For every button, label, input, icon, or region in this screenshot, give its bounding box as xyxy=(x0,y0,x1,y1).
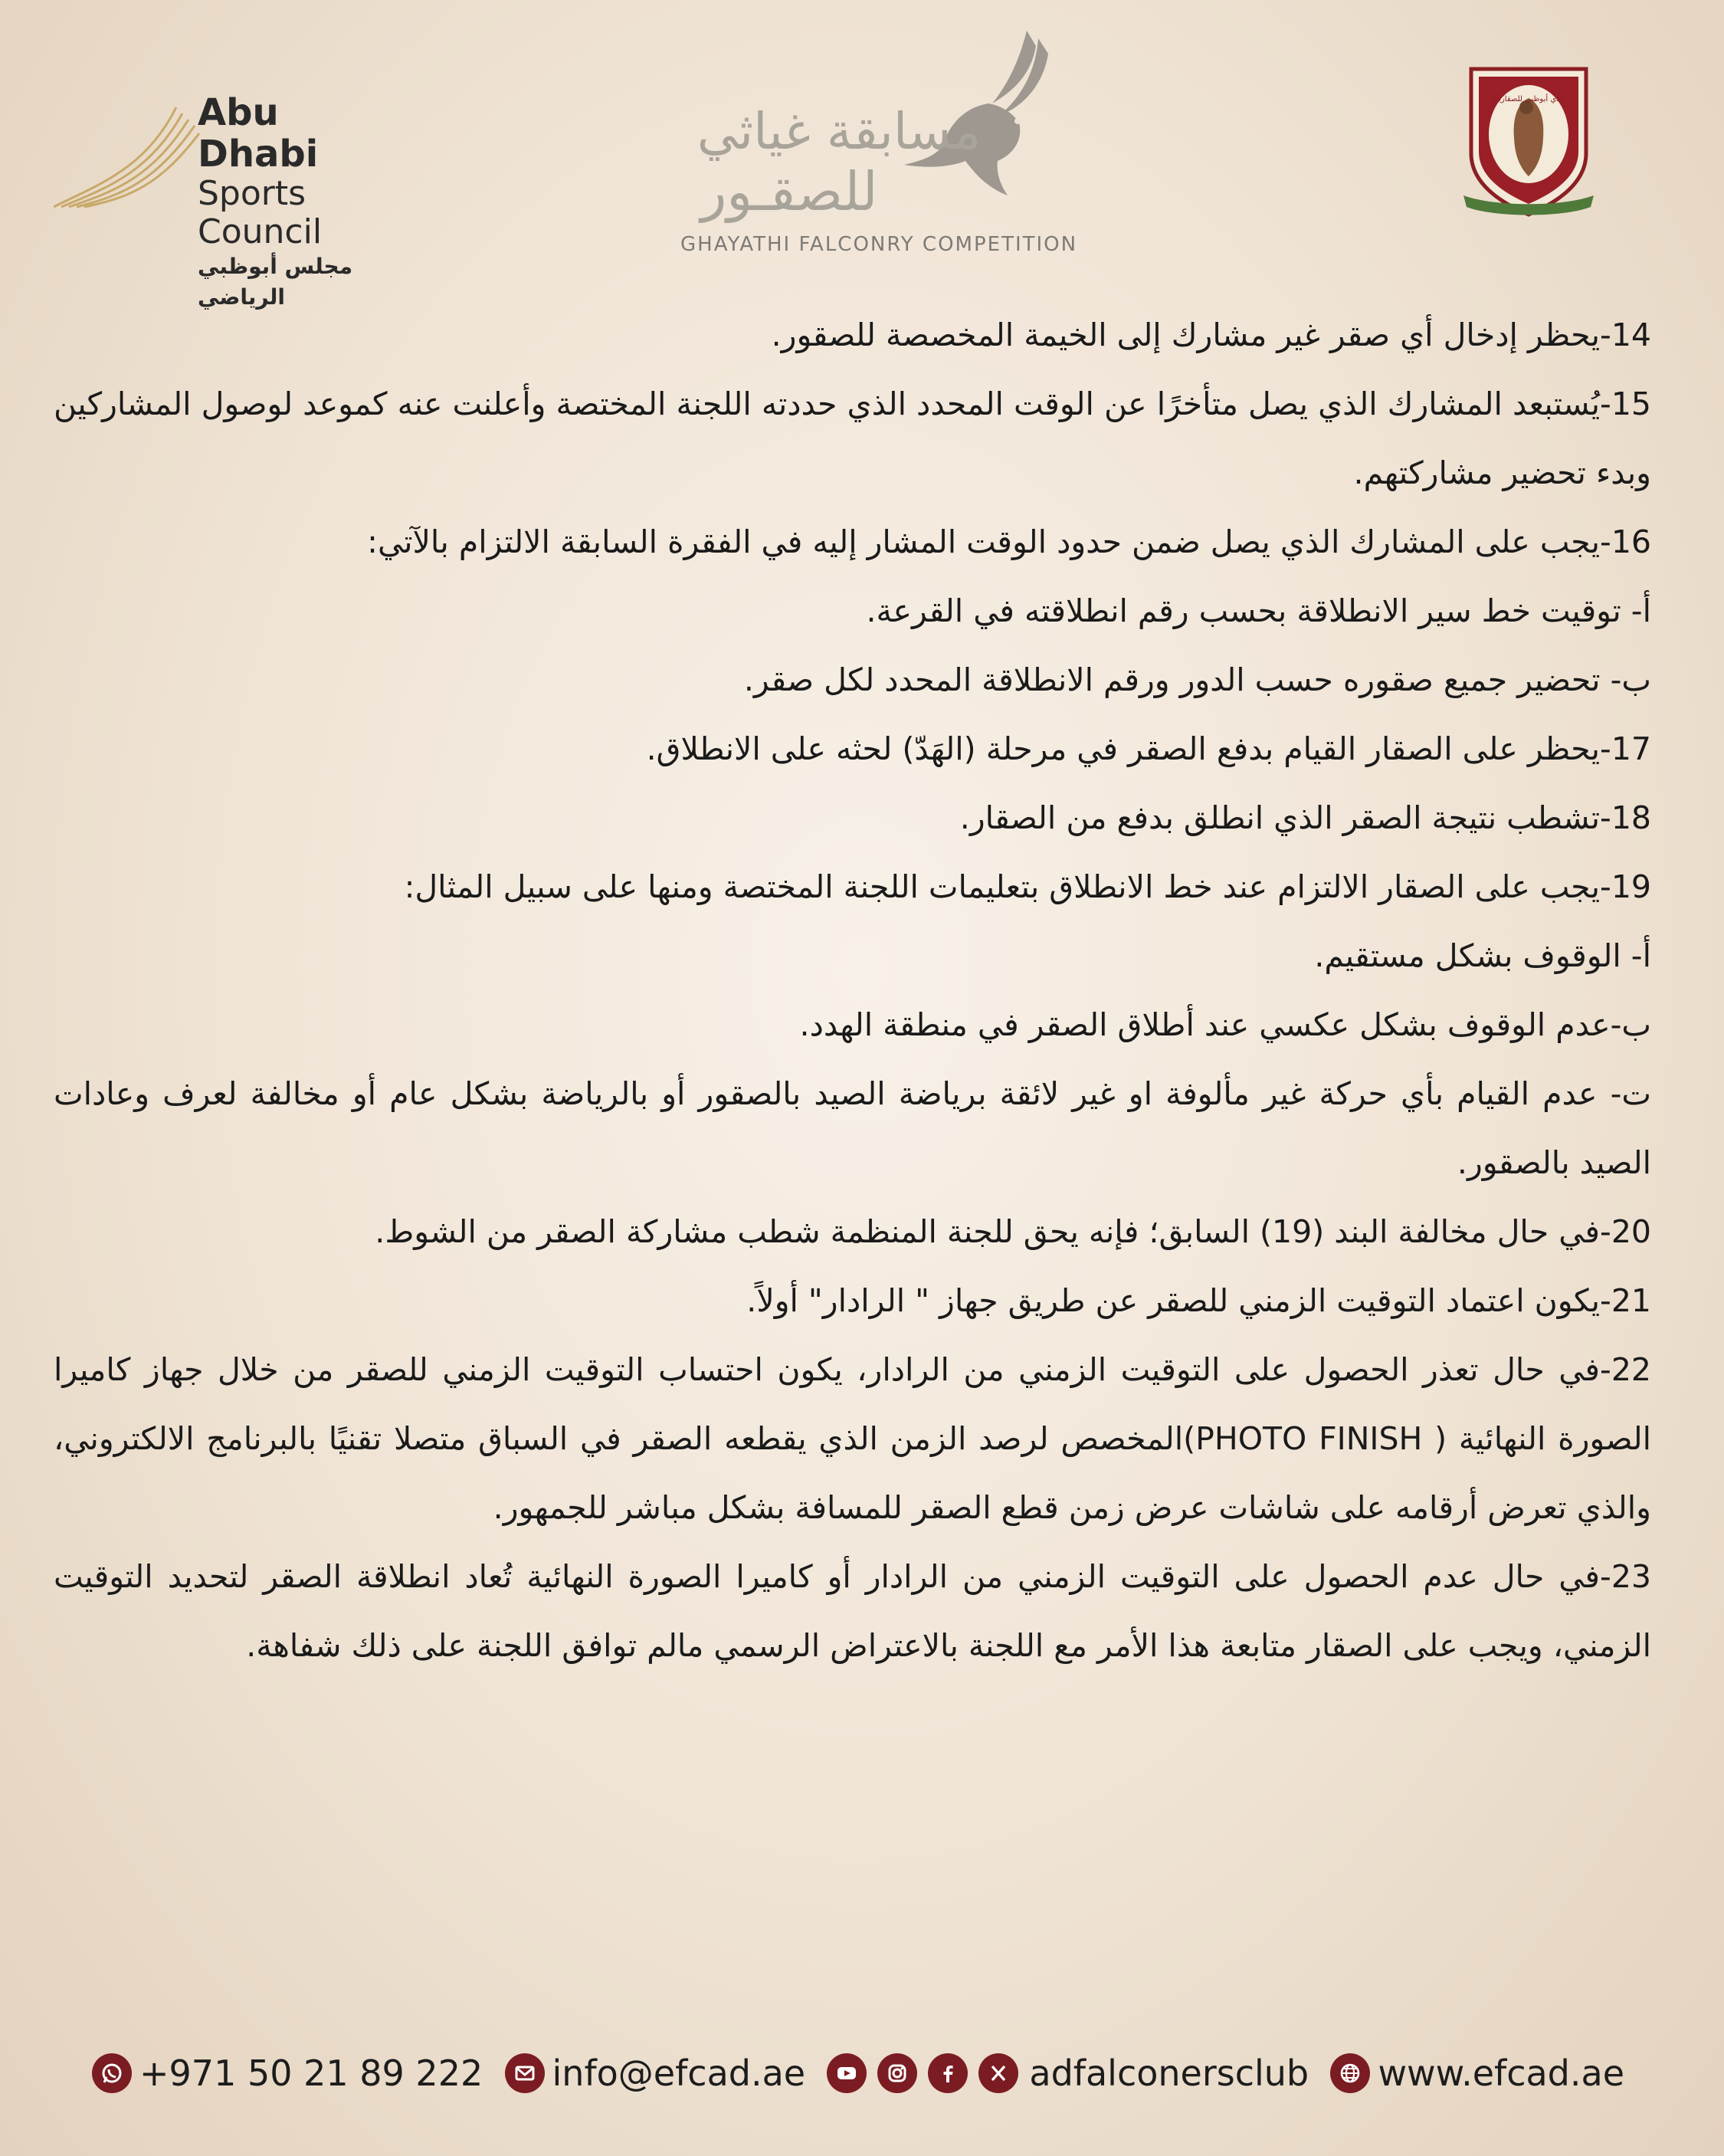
youtube-icon[interactable] xyxy=(827,2053,867,2093)
email-address: info@efcad.ae xyxy=(552,2053,806,2094)
social-handle: adfalconersclub xyxy=(1029,2053,1309,2094)
abu-dhabi-falconers-club-logo xyxy=(1456,61,1601,222)
whatsapp-icon xyxy=(92,2053,132,2093)
regulation-paragraph: أ- توقيت خط سير الانطلاقة بحسب رقم انطلاقته في القرعة. xyxy=(866,592,1651,629)
social-links xyxy=(827,2053,1309,2094)
regulation-paragraph: أ- الوقوف بشكل مستقيم. xyxy=(1314,937,1651,974)
ghayathi-falconry-logo xyxy=(674,31,1078,256)
adsc-name-line2: Sports Council xyxy=(198,174,323,251)
regulation-paragraph: ت- عدم القيام بأي حركة غير مألوفة او غير لائقة برياضة الصيد بالصقور أو بالرياضة بشكل عام أو مخالفة لعرف وعادات الصيد بالصقور. xyxy=(54,1075,1651,1181)
phone-contact[interactable] xyxy=(92,2053,483,2094)
adsc-swoosh-icon xyxy=(54,92,207,215)
globe-icon xyxy=(1330,2053,1370,2093)
regulation-paragraph: 14-يحظر إدخال أي صقر غير مشارك إلى الخيمة المخصصة للصقور. xyxy=(771,317,1651,353)
contact-footer xyxy=(92,2046,1624,2100)
email-contact[interactable] xyxy=(505,2053,806,2094)
ghayathi-english-title: GHAYATHI FALCONRY COMPETITION xyxy=(680,233,1078,256)
club-logo-arabic-label: نادي أبوظبي للصقارين xyxy=(1493,95,1565,103)
ghayathi-arabic-subtitle: للصقـور xyxy=(700,160,878,223)
regulation-paragraph: 20-في حال مخالفة البند (19) السابق؛ فإنه يحق للجنة المنظمة شطب مشاركة الصقر من الشوط. xyxy=(375,1213,1651,1250)
x-icon[interactable] xyxy=(978,2053,1018,2093)
facebook-icon[interactable] xyxy=(928,2053,968,2093)
website-contact[interactable] xyxy=(1330,2053,1624,2094)
club-shield-icon xyxy=(1456,61,1601,222)
mail-icon xyxy=(505,2053,545,2093)
regulation-paragraph: 19-يجب على الصقار الالتزام عند خط الانطلاق بتعليمات اللجنة المختصة ومنها على سبيل المثال: xyxy=(404,868,1651,905)
regulation-paragraph: 23-في حال عدم الحصول على التوقيت الزمني من الرادار أو كاميرا الصورة النهائية تُعاد انطلاقة الصقر لتحديد التوقيت الزمني، ويجب على الصقار متابعة هذا الأمر مع اللجنة بالاعتراض الرسمي مالم توافق اللجنة على ذلك شفاهة. xyxy=(54,1558,1651,1664)
regulation-paragraph: 22-في حال تعذر الحصول على التوقيت الزمني من الرادار، يكون احتساب التوقيت الزمني للصقر من خلال جهاز كاميرا الصورة النهائية ( PHOTO FINISH)المخصص لرصد الزمن الذي يقطعه الصقر في السباق متصلا تقنيًا بالبرنامج الالكتروني، والذي تعرض أرقامه على شاشات عرض زمن قطع الصقر للمسافة بشكل مباشر للجمهور. xyxy=(54,1351,1652,1526)
regulations-text xyxy=(54,300,1651,1680)
adsc-name-arabic: مجلس أبوظبي الرياضي xyxy=(198,254,353,310)
phone-number: +971 50 21 89 222 xyxy=(139,2053,483,2094)
regulation-paragraph: 15-يُستبعد المشارك الذي يصل متأخرًا عن الوقت المحدد الذي حددته اللجنة المختصة وأعلنت عنه كموعد لوصول المشاركين وبدء تحضير مشاركتهم. xyxy=(54,386,1651,491)
regulation-paragraph: ب- تحضير جميع صقوره حسب الدور ورقم الانطلاقة المحدد لكل صقر. xyxy=(743,661,1651,698)
abu-dhabi-sports-council-logo xyxy=(54,84,406,310)
website-url: www.efcad.ae xyxy=(1378,2053,1624,2094)
regulation-paragraph: ب-عدم الوقوف بشكل عكسي عند أطلاق الصقر في منطقة الهدد. xyxy=(799,1006,1651,1043)
adsc-name-line1: Abu Dhabi xyxy=(198,91,319,176)
regulation-paragraph: 21-يكون اعتماد التوقيت الزمني للصقر عن طريق جهاز " الرادار" أولاً. xyxy=(746,1282,1651,1319)
regulation-paragraph: 17-يحظر على الصقار القيام بدفع الصقر في مرحلة (الهَدّ) لحثه على الانطلاق. xyxy=(646,730,1651,767)
regulation-paragraph: 18-تشطب نتيجة الصقر الذي انطلق بدفع من الصقار. xyxy=(959,799,1651,836)
instagram-icon[interactable] xyxy=(877,2053,917,2093)
ghayathi-arabic-title: مسابقة غياثي xyxy=(696,102,982,161)
regulation-paragraph: 16-يجب على المشارك الذي يصل ضمن حدود الوقت المشار إليه في الفقرة السابقة الالتزام بالآتي: xyxy=(367,523,1651,560)
